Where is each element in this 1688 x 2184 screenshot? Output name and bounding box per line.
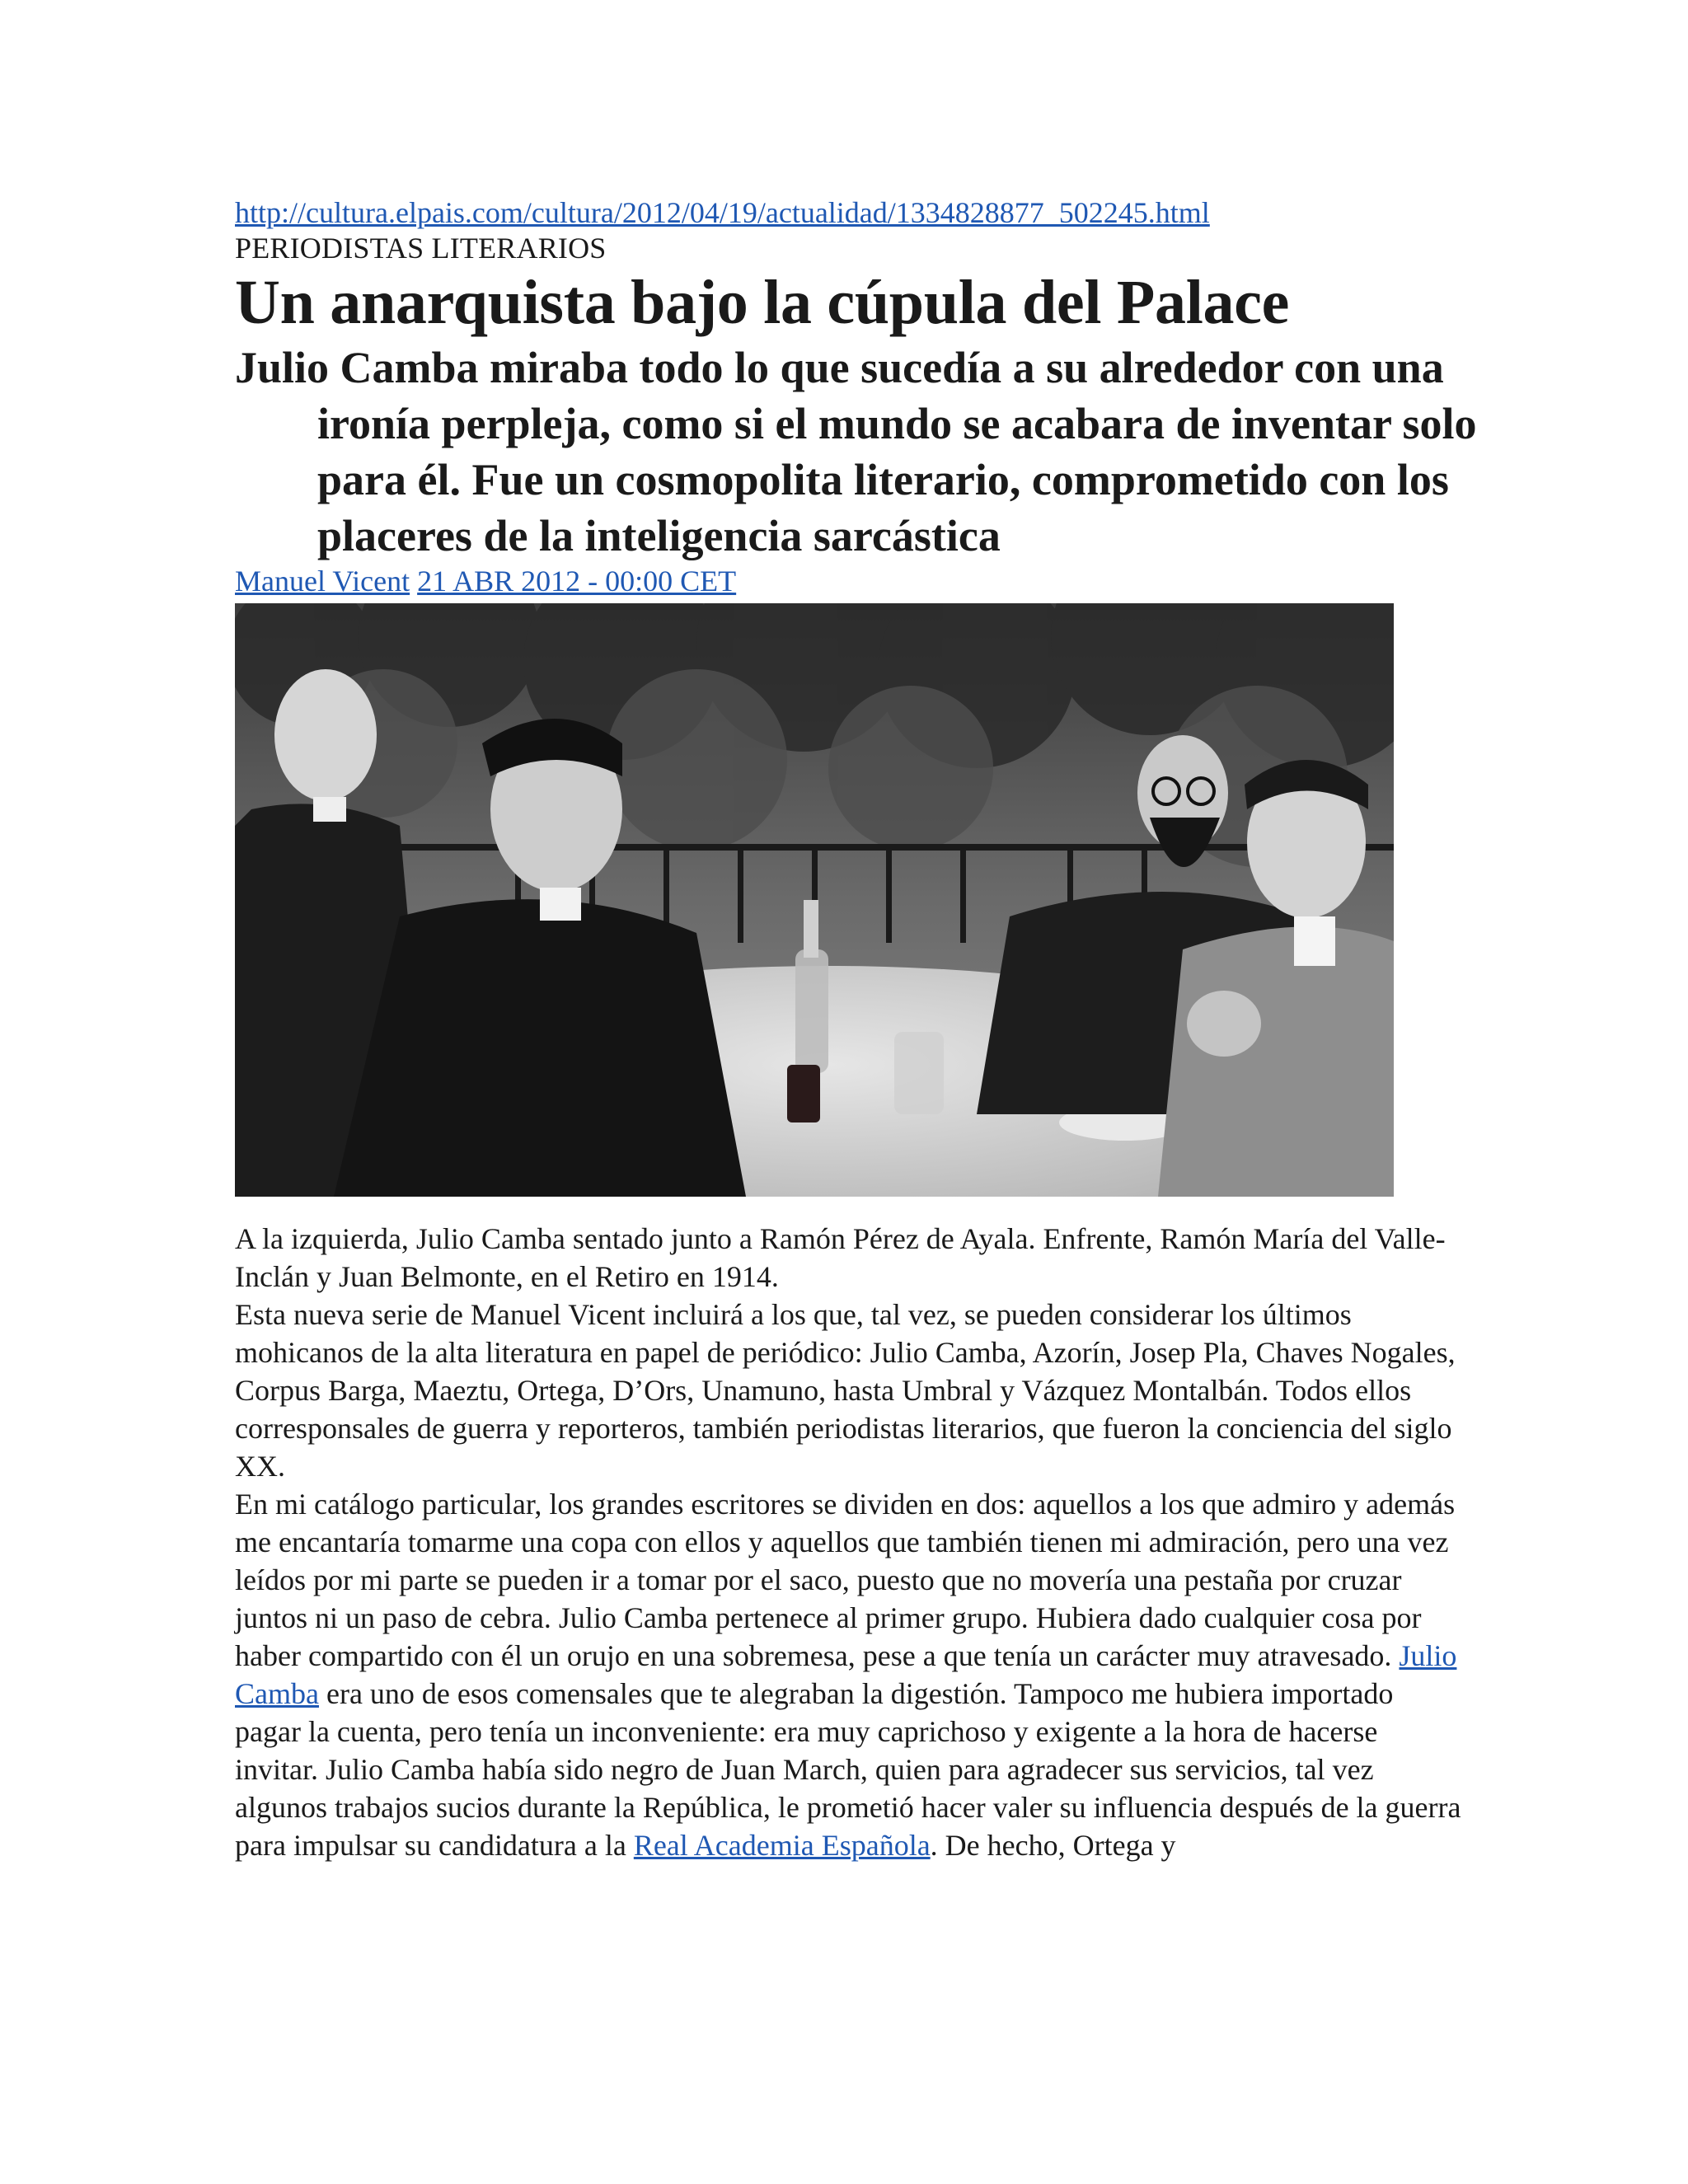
photo-image <box>235 603 1394 1197</box>
body-text: era uno de esos comensales que te alegraban la digestión. Tampoco me hubiera importado pagar la cuenta, pero tenía un inconveniente: era muy caprichoso y exigente a la hora de hacerse invitar. Julio Camba había sido negro de Juan March, quien para agradecer sus servicios, tal vez algunos trabajos sucios durante la República, le prometió hacer valer su influencia después de la guerra para impulsar su candidatura a la <box>235 1677 1461 1862</box>
body-paragraph: Esta nueva serie de Manuel Vicent incluirá a los que, tal vez, se pueden considerar los últimos mohicanos de la alta literatura en papel de periódico: Julio Camba, Azorín, Josep Pla, Chaves Nogales, Corpus Barga, Maeztu, Ortega, D’Ors, Unamuno, hasta Umbral y Vázquez Montalbán. Todos ellos corresponsales de guerra y reporteros, también periodistas literarios, que fueron la conciencia del siglo XX. <box>235 1298 1456 1483</box>
date-link[interactable]: 21 ABR 2012 - 00:00 CET <box>417 565 737 598</box>
article-subtitle: Julio Camba miraba todo lo que sucedía a su alrededor con una ironía perpleja, como si el mundo se acabara de inventar solo para él. Fue un cosmopolita literario, comprometido con los placeres de la inteligencia sarcástica <box>235 343 1477 560</box>
body-text: En mi catálogo particular, los grandes escritores se dividen en dos: aquellos a los que admiro y además me encantaría tomarme una copa con ellos y aquellos que también tienen mi admiración, pero una vez leídos por mi parte se pueden ir a tomar por el saco, puesto que no movería una pestaña por cruzar juntos ni un paso de cebra. Julio Camba pertenece al primer grupo. Hubiera dado cualquier cosa por haber compartido con él un orujo en una sobremesa, pese a que tenía un carácter muy atravesado. <box>235 1488 1456 1672</box>
article-photo <box>235 603 1394 1197</box>
photo-caption: A la izquierda, Julio Camba sentado junto a Ramón Pérez de Ayala. Enfrente, Ramón María del Valle- Inclán y Juan Belmonte, en el Retiro en 1914. <box>235 1222 1446 1293</box>
article <box>235 194 1477 1864</box>
source-url-link[interactable]: http://cultura.elpais.com/cultura/2012/04/19/actualidad/1334828877_502245.html <box>235 196 1210 229</box>
section-kicker: PERIODISTAS LITERARIOS <box>235 232 607 265</box>
julio-camba-link[interactable]: Julio Camba <box>235 1639 1457 1710</box>
byline <box>235 564 1463 598</box>
article-title: Un anarquista bajo la cúpula del Palace <box>235 268 1290 337</box>
author-link[interactable]: Manuel Vicent <box>235 565 410 598</box>
body-paragraph <box>235 1485 1463 1864</box>
body-text: . De hecho, Ortega y <box>930 1829 1176 1862</box>
real-academia-link[interactable]: Real Academia Española <box>633 1829 931 1862</box>
